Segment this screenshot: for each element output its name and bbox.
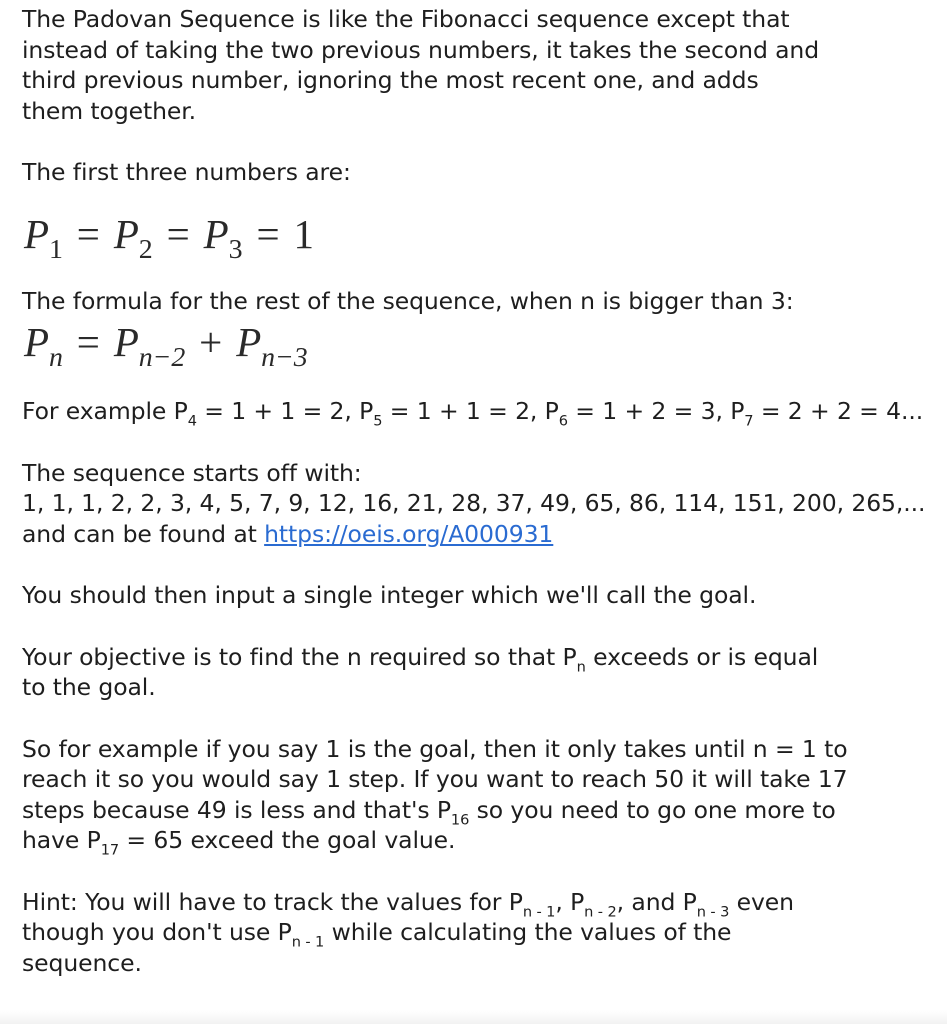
formula-label: The formula for the rest of the sequence, when n is bigger than 3: <box>22 286 794 315</box>
eq1-sub1: 1 <box>48 233 63 265</box>
oeis-link[interactable]: https://oeis.org/A000931 <box>264 519 554 548</box>
eq2-sub-n3: n−3 <box>261 341 308 373</box>
sequence-values: 1, 1, 1, 2, 2, 3, 4, 5, 7, 9, 12, 16, 21, 28, 37, 49, 65, 86, 114, 151, 200, 265,... <box>22 489 926 517</box>
problem-document <box>22 4 937 978</box>
example2-line-3: steps because 49 is less and that's $P_{16}$ so you need to go one more to <box>22 795 836 829</box>
example2-line-4: have $P_{17} = 65$ exceed the goal value. <box>22 826 456 859</box>
eq1-sub3: 3 <box>228 233 243 265</box>
objective-line-2: to the goal. <box>22 673 156 701</box>
eq1-p3: P <box>203 210 229 257</box>
sequence-label: The sequence starts off with: <box>22 458 362 487</box>
eq1-p1: P <box>24 210 49 257</box>
intro-line-3: third previous number, ignoring the most recent one, and adds <box>22 66 759 94</box>
bottom-edge-shade <box>0 1010 947 1024</box>
eq1-equals-3: = <box>256 210 280 257</box>
first-three-label: The first three numbers are: <box>22 158 351 186</box>
example-line: For example $P_4 = 1 + 1 = 2$, $P_5 = 1 + 1 = 2$, $P_6 = 1 + 2 = 3$, $P_7 = 2 + 2 = 4$... <box>22 397 924 430</box>
eq1-p2: P <box>113 210 139 257</box>
hint-line-1: Hint: You will have to track the values for $P_{n - 1}$, $P_{n - 2}$, and $P_{n - 3}$ even <box>22 887 794 921</box>
eq1-equals-1: = <box>76 210 100 257</box>
eq1-sub2: 2 <box>138 233 153 265</box>
eq2-pn2: P <box>113 319 139 365</box>
hint-line-2: though you don't use $P_{n - 1}$ while calculating the values of the <box>22 918 732 951</box>
intro-line-4: them together. <box>22 96 197 125</box>
initial-values-equation <box>24 210 937 265</box>
goal-input-text: You should then input a single integer which we'll call the goal. <box>22 581 757 609</box>
eq2-pn: P <box>24 319 49 365</box>
oeis-line: and can be found at https://oeis.org/A000931 <box>22 519 554 548</box>
intro-line-2: instead of taking the two previous numbers, it takes the second and <box>22 35 820 64</box>
hint-line-3: sequence. <box>22 948 142 977</box>
example2-line-1: So for example if you say 1 is the goal, then it only takes until n = 1 to <box>22 734 848 763</box>
example2-line-2: reach it so you would say 1 step. If you want to reach 50 it will take 17 <box>22 765 848 793</box>
recurrence-equation <box>24 318 937 373</box>
eq1-equals-2: = <box>166 210 190 257</box>
objective-line-1: Your objective is to find the n required so that $P_n$ exceeds or is equal <box>22 642 819 676</box>
eq2-sub-n2: n−2 <box>138 341 186 373</box>
eq2-sub-n: n <box>48 341 63 373</box>
eq2-equals: = <box>76 319 100 365</box>
eq2-plus: + <box>199 319 223 365</box>
intro-line-1: The Padovan Sequence is like the Fibonacci sequence except that <box>22 5 790 33</box>
eq1-value: 1 <box>293 210 314 257</box>
eq2-pn3: P <box>236 319 262 365</box>
